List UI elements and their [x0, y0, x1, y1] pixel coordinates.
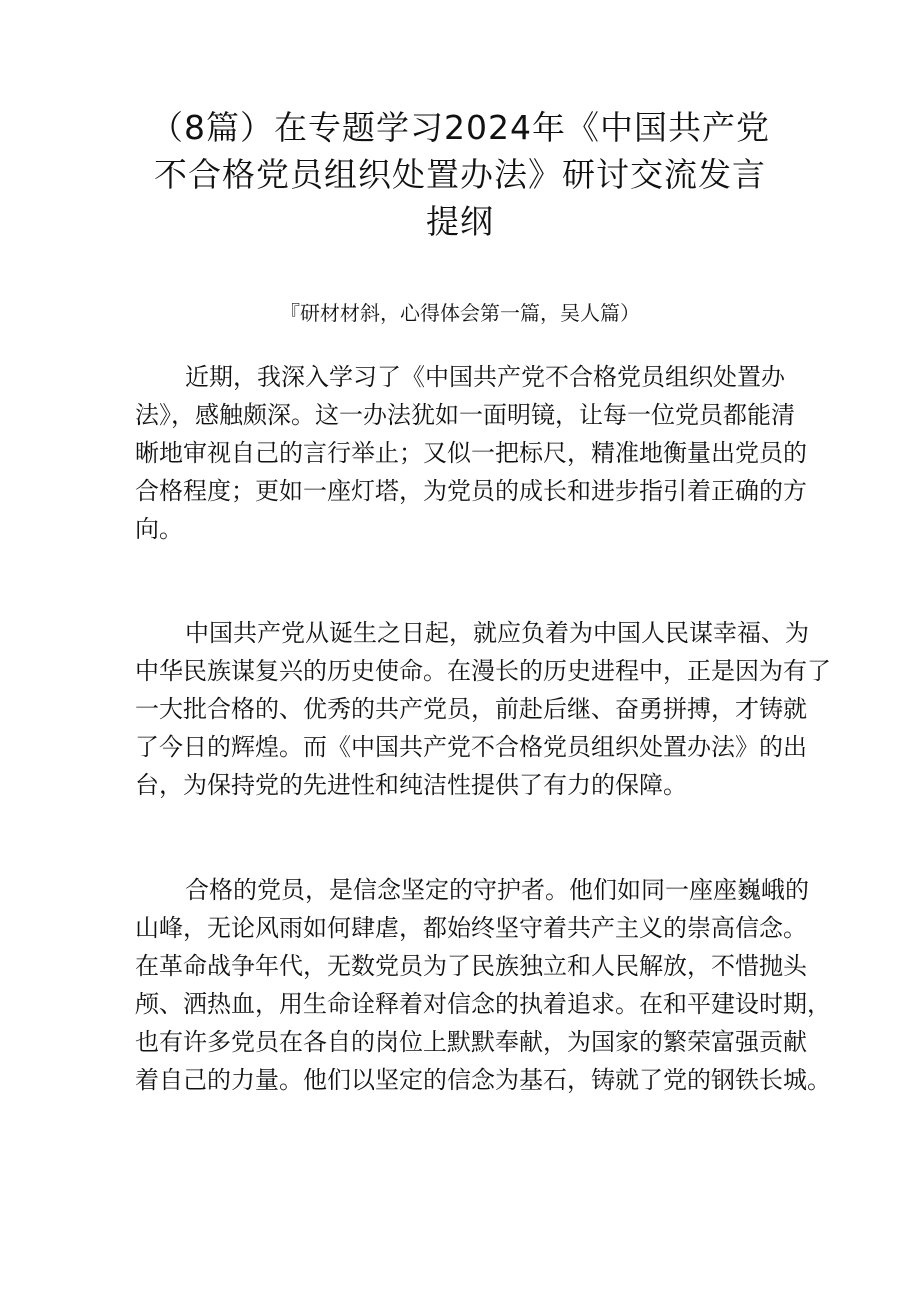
title-line: 不合格党员组织处置办法》研讨交流发言	[154, 155, 766, 194]
paragraph-line: 一大批合格的、优秀的共产党员，前赴后继、奋勇拼搏，才铸就	[135, 695, 807, 723]
title-line: 提纲	[426, 202, 494, 241]
body-paragraph	[135, 614, 831, 804]
document-title	[130, 104, 790, 245]
body-paragraph	[135, 358, 807, 548]
paragraph-line: 在革命战争年代，无数党员为了民族独立和人民解放，不惜抛头	[135, 952, 807, 980]
paragraph-line: 山峰，无论风雨如何肆虐，都始终坚守着共产主义的崇高信念。	[135, 914, 807, 942]
paragraph-line: 法》，感触颇深。这一办法犹如一面明镜，让每一位党员都能清	[135, 401, 795, 429]
paragraph-line: 着自己的力量。他们以坚定的信念为基石，铸就了党的钢铁长城。	[135, 1066, 831, 1094]
paragraph-line: 了今日的辉煌。而《中国共产党不合格党员组织处置办法》的出	[135, 733, 807, 761]
paragraph-line: 也有许多党员在各自的岗位上默默奉献，为国家的繁荣富强贡献	[135, 1028, 807, 1056]
paragraph-line: 合格的党员，是信念坚定的守护者。他们如同一座座巍峨的	[185, 876, 809, 904]
paragraph-line: 向。	[135, 515, 183, 543]
paragraph-line: 颅、洒热血，用生命诠释着对信念的执着追求。在和平建设时期，	[135, 990, 831, 1018]
paragraph-line: 近期，我深入学习了《中国共产党不合格党员组织处置办	[185, 363, 785, 391]
paragraph-line: 晰地审视自己的言行举止；又似一把标尺，精准地衡量出党员的	[135, 439, 807, 467]
paragraph-line: 中国共产党从诞生之日起，就应负着为中国人民谋幸福、为	[185, 619, 809, 647]
document-subtitle: 『研材材斜，心得体会第一篇，吴人篇）	[280, 301, 640, 325]
paragraph-line: 中华民族谋复兴的历史使命。在漫长的历史进程中，正是因为有了	[135, 657, 831, 685]
paragraph-line: 台，为保持党的先进性和纯洁性提供了有力的保障。	[135, 771, 687, 799]
paragraph-line: 合格程度；更如一座灯塔，为党员的成长和进步指引着正确的方	[135, 477, 807, 505]
title-line: （8篇）在专题学习2024年《中国共产党	[150, 108, 770, 147]
body-paragraph	[135, 871, 831, 1099]
